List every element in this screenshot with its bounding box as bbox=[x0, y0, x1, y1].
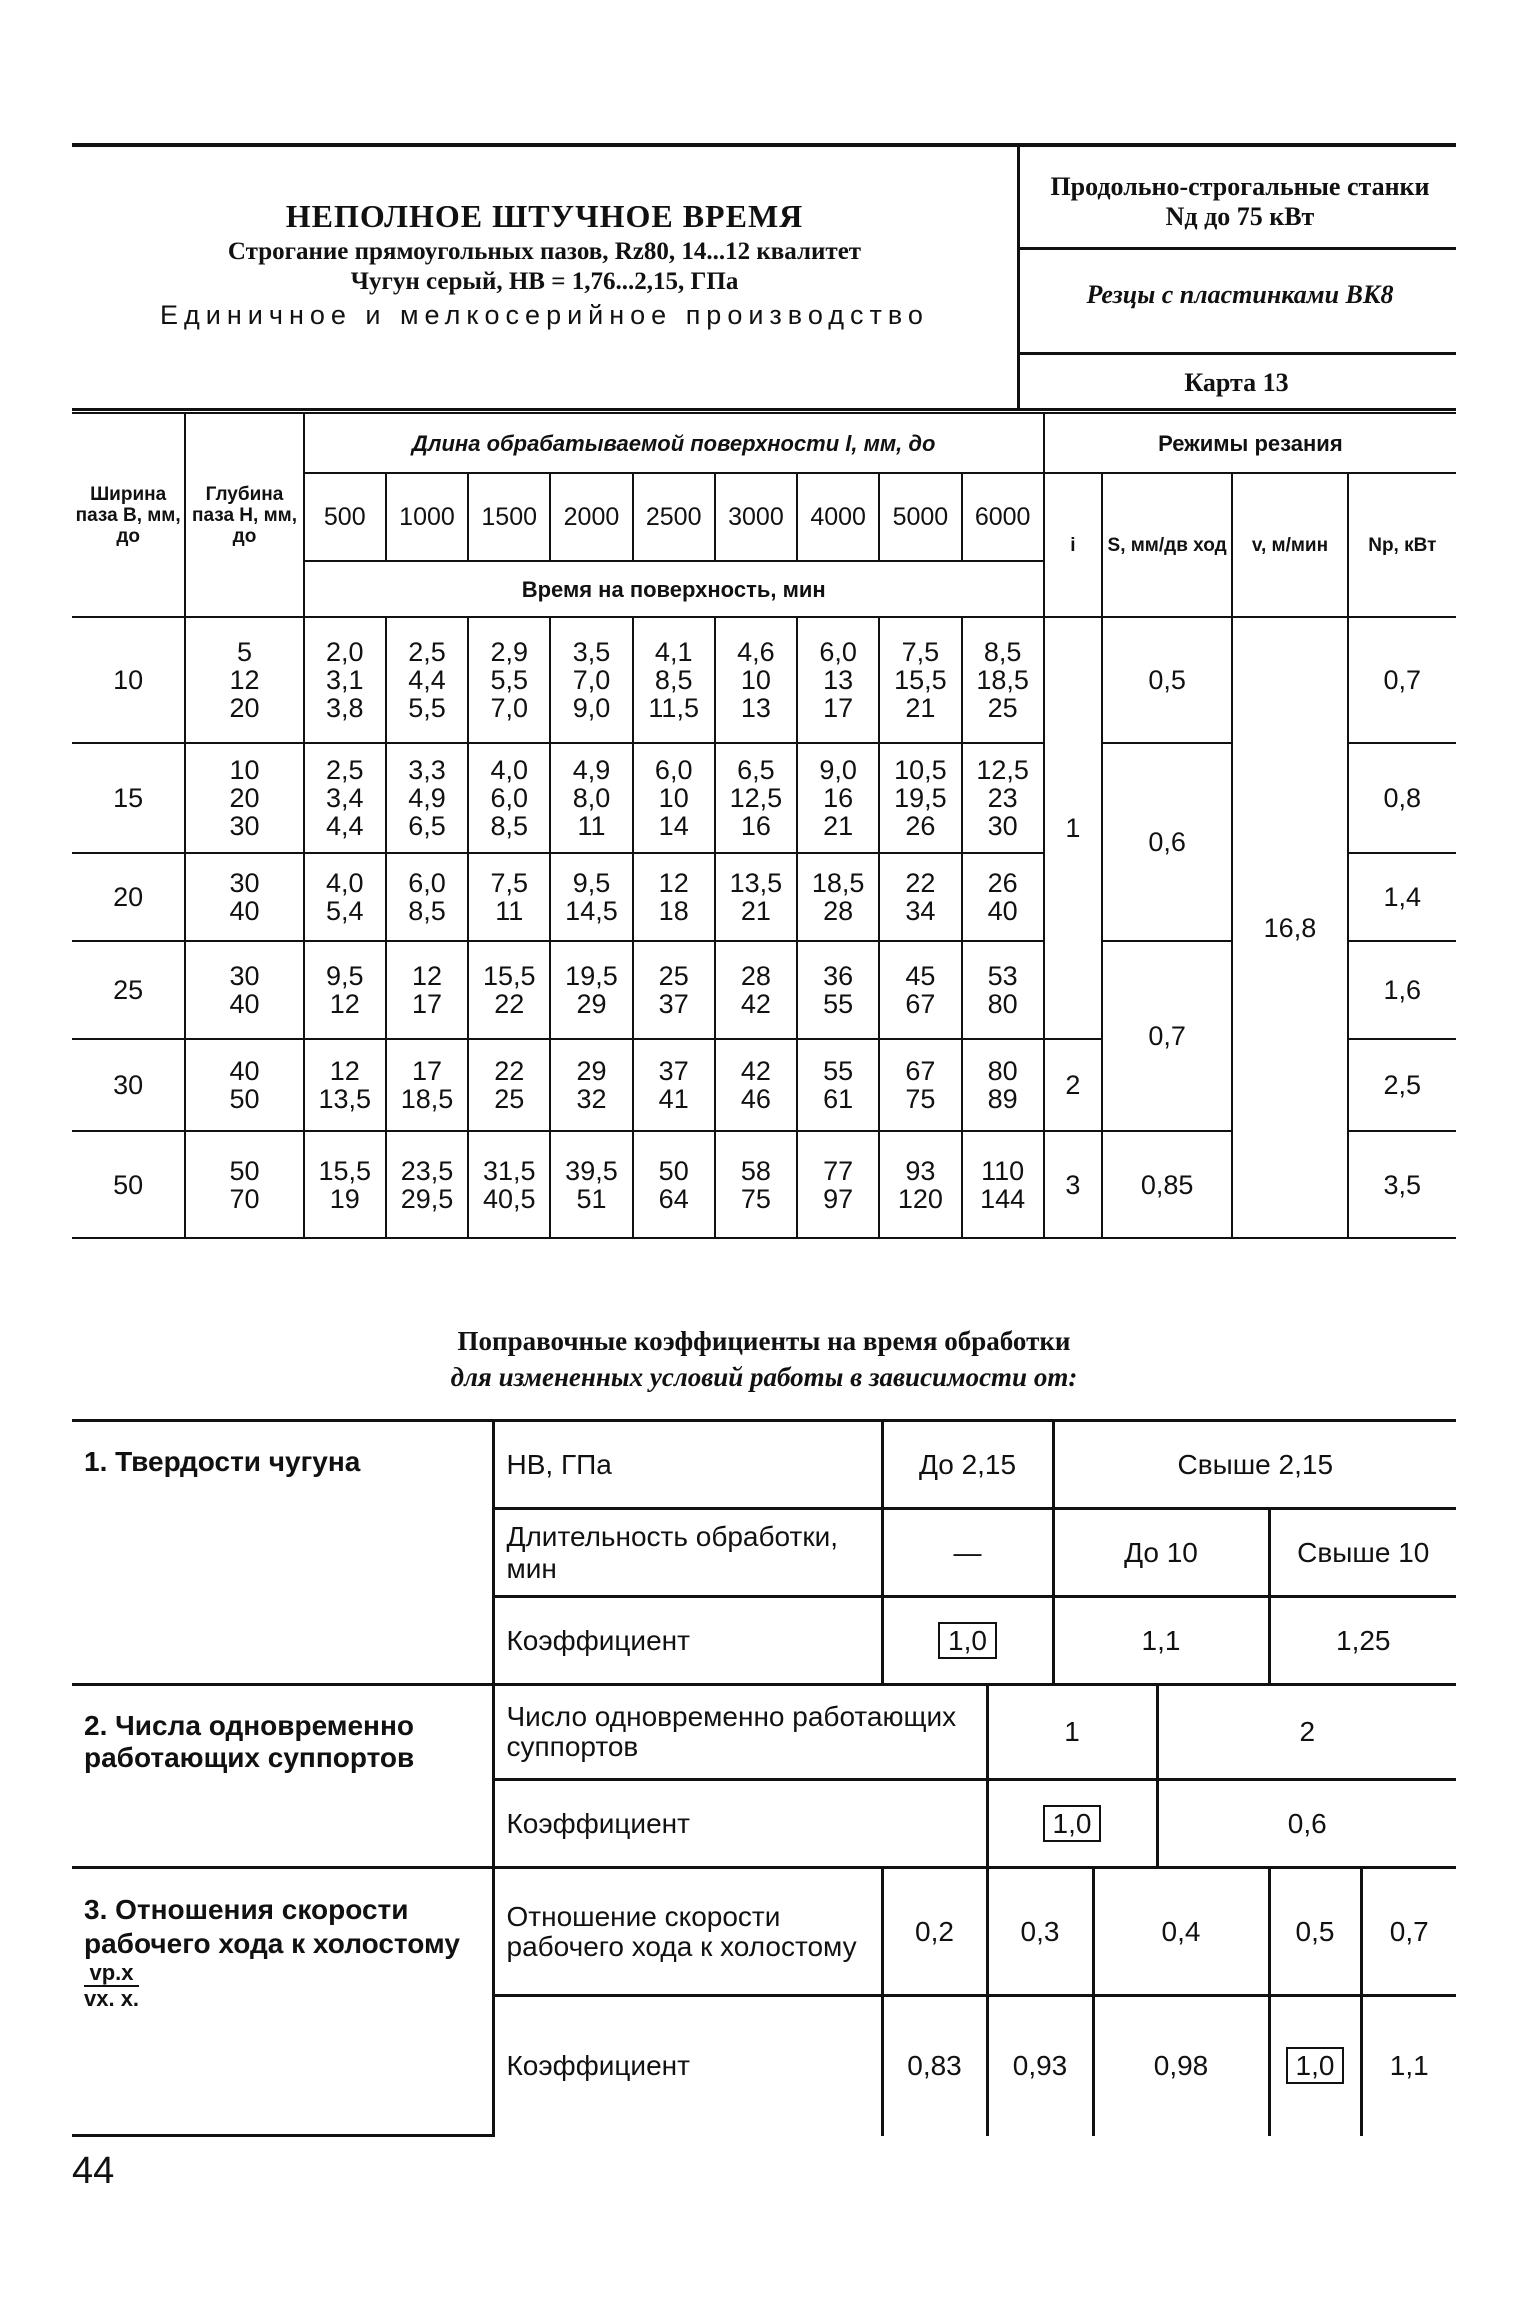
slot-width: 15 bbox=[72, 743, 185, 853]
length-col: 4000 bbox=[797, 473, 879, 561]
passes-value: 2 bbox=[1044, 1039, 1102, 1131]
slot-depth: 40 50 bbox=[185, 1039, 303, 1131]
length-col: 500 bbox=[304, 473, 386, 561]
feed-value: 0,7 bbox=[1102, 941, 1232, 1131]
time-value: 9,5 14,5 bbox=[550, 853, 632, 941]
ratio-value: 0,7 bbox=[1361, 1868, 1456, 1996]
time-value: 12 13,5 bbox=[304, 1039, 386, 1131]
length-col: 1500 bbox=[468, 473, 550, 561]
time-value: 15,5 19 bbox=[304, 1131, 386, 1238]
time-value: 58 75 bbox=[715, 1131, 797, 1238]
time-value: 2,5 3,4 4,4 bbox=[304, 743, 386, 853]
ratio-value: 0,2 bbox=[882, 1868, 987, 1996]
time-value: 22 34 bbox=[879, 853, 961, 941]
page-title: НЕПОЛНОЕ ШТУЧНОЕ ВРЕМЯ bbox=[285, 198, 804, 234]
table-row bbox=[72, 617, 1456, 743]
coefficient-value: 1,1 bbox=[1361, 1996, 1456, 2136]
length-header: Длина обрабатываемой поверхности l, мм, до bbox=[304, 413, 1044, 473]
hb-value-2: Свыше 2,15 bbox=[1053, 1421, 1456, 1509]
time-value: 23,5 29,5 bbox=[386, 1131, 468, 1238]
time-value: 8,5 18,5 25 bbox=[962, 617, 1044, 743]
time-value: 2,5 4,4 5,5 bbox=[386, 617, 468, 743]
time-value: 80 89 bbox=[962, 1039, 1044, 1131]
subtitle-material: Чугун серый, НВ = 1,76...2,15, ГПа bbox=[350, 268, 739, 295]
fraction-denominator: vх. х. bbox=[84, 1986, 140, 2011]
length-col: 2500 bbox=[633, 473, 715, 561]
supports-label: Число одновременно работающих суппортов bbox=[493, 1685, 987, 1780]
duration-value-1: — bbox=[882, 1509, 1053, 1597]
col-v-header: v, м/мин bbox=[1232, 473, 1347, 617]
feed-value: 0,85 bbox=[1102, 1131, 1232, 1238]
time-value: 7,5 11 bbox=[468, 853, 550, 941]
time-value: 42 46 bbox=[715, 1039, 797, 1131]
time-value: 6,0 13 17 bbox=[797, 617, 879, 743]
power-value: 3,5 bbox=[1348, 1131, 1456, 1238]
power-value: 1,4 bbox=[1348, 853, 1456, 941]
coefficient-value: 0,6 bbox=[1157, 1780, 1456, 1868]
time-value: 12,5 23 30 bbox=[962, 743, 1044, 853]
feed-value: 0,5 bbox=[1102, 617, 1232, 743]
power-value: 2,5 bbox=[1348, 1039, 1456, 1131]
section-speed-ratio: 3. Отношения скорости рабочего хода к холостому bbox=[84, 1894, 460, 1959]
time-value: 2,0 3,1 3,8 bbox=[304, 617, 386, 743]
length-col: 1000 bbox=[386, 473, 468, 561]
col-s-header: S, мм/дв ход bbox=[1102, 473, 1232, 617]
col-width-header: Ширина паза В, мм, до bbox=[72, 413, 185, 617]
time-value: 4,0 6,0 8,5 bbox=[468, 743, 550, 853]
power-value: 0,7 bbox=[1348, 617, 1456, 743]
time-value: 4,9 8,0 11 bbox=[550, 743, 632, 853]
ratio-value: 0,5 bbox=[1269, 1868, 1361, 1996]
time-value: 12 18 bbox=[633, 853, 715, 941]
time-value: 37 41 bbox=[633, 1039, 715, 1131]
time-value: 28 42 bbox=[715, 941, 797, 1039]
passes-value: 1 bbox=[1044, 617, 1102, 1039]
coefficient-value: 0,93 bbox=[987, 1996, 1093, 2136]
time-value: 3,5 7,0 9,0 bbox=[550, 617, 632, 743]
duration-value-2: До 10 bbox=[1053, 1509, 1269, 1597]
coefficient-label: Коэффициент bbox=[493, 1996, 882, 2136]
coefficient-value: 0,83 bbox=[882, 1996, 987, 2136]
feed-value: 0,6 bbox=[1102, 743, 1232, 941]
ratio-label: Отношение скорости рабочего хода к холостому bbox=[493, 1868, 882, 1996]
fraction-numerator: vр.х bbox=[84, 1961, 139, 1987]
time-value: 25 37 bbox=[633, 941, 715, 1039]
col-n-header: Np, кВт bbox=[1348, 473, 1456, 617]
time-value: 9,0 16 21 bbox=[797, 743, 879, 853]
col-i-header: i bbox=[1044, 473, 1102, 617]
time-value: 45 67 bbox=[879, 941, 961, 1039]
length-col: 6000 bbox=[962, 473, 1044, 561]
corrections-title: Поправочные коэффициенты на время обработки bbox=[457, 1326, 1071, 1356]
power-value: 0,8 bbox=[1348, 743, 1456, 853]
power-value: 1,6 bbox=[1348, 941, 1456, 1039]
section-hardness: 1. Твердости чугуна bbox=[72, 1421, 493, 1685]
card-number: Карта 13 bbox=[1184, 368, 1289, 397]
time-value: 6,0 8,5 bbox=[386, 853, 468, 941]
slot-depth: 5 12 20 bbox=[185, 617, 303, 743]
coefficient-baseline: 1,0 bbox=[1286, 2047, 1345, 2084]
time-value: 39,5 51 bbox=[550, 1131, 632, 1238]
time-value: 53 80 bbox=[962, 941, 1044, 1039]
time-value: 29 32 bbox=[550, 1039, 632, 1131]
time-value: 13,5 21 bbox=[715, 853, 797, 941]
time-value: 93 120 bbox=[879, 1131, 961, 1238]
slot-width: 20 bbox=[72, 853, 185, 941]
corrections-subtitle: для измененных условий работы в зависимости от: bbox=[450, 1362, 1078, 1392]
hb-label: НВ, ГПа bbox=[493, 1421, 882, 1509]
time-value: 18,5 28 bbox=[797, 853, 879, 941]
time-value: 22 25 bbox=[468, 1039, 550, 1131]
slot-width: 50 bbox=[72, 1131, 185, 1238]
time-value: 50 64 bbox=[633, 1131, 715, 1238]
coefficient-value: 1,1 bbox=[1053, 1597, 1269, 1685]
time-value: 10,5 19,5 26 bbox=[879, 743, 961, 853]
supports-value-2: 2 bbox=[1157, 1685, 1456, 1780]
tool-spec: Резцы с пластинками ВК8 bbox=[1086, 280, 1394, 309]
time-value: 2,9 5,5 7,0 bbox=[468, 617, 550, 743]
slot-depth: 30 40 bbox=[185, 853, 303, 941]
duration-label: Длительность обработки, мин bbox=[493, 1509, 882, 1597]
machine-spec: Продольно-строгальные станки Nд до 75 кВт bbox=[1050, 172, 1430, 231]
section-supports: 2. Числа одновременно работающих суппортов bbox=[72, 1685, 493, 1868]
coefficient-value: 1,25 bbox=[1269, 1597, 1456, 1685]
coefficient-baseline: 1,0 bbox=[1043, 1805, 1102, 1842]
ratio-value: 0,3 bbox=[987, 1868, 1093, 1996]
coefficient-baseline: 1,0 bbox=[938, 1622, 997, 1659]
time-value: 17 18,5 bbox=[386, 1039, 468, 1131]
time-value: 19,5 29 bbox=[550, 941, 632, 1039]
coefficient-label: Коэффициент bbox=[493, 1597, 882, 1685]
slot-width: 10 bbox=[72, 617, 185, 743]
length-col: 5000 bbox=[879, 473, 961, 561]
length-col: 3000 bbox=[715, 473, 797, 561]
time-value: 6,5 12,5 16 bbox=[715, 743, 797, 853]
time-value: 9,5 12 bbox=[304, 941, 386, 1039]
time-value: 55 61 bbox=[797, 1039, 879, 1131]
slot-depth: 50 70 bbox=[185, 1131, 303, 1238]
slot-width: 25 bbox=[72, 941, 185, 1039]
time-value: 4,6 10 13 bbox=[715, 617, 797, 743]
coefficient-value: 0,98 bbox=[1093, 1996, 1269, 2136]
time-table bbox=[72, 412, 1456, 1239]
time-value: 4,0 5,4 bbox=[304, 853, 386, 941]
time-value: 36 55 bbox=[797, 941, 879, 1039]
time-header: Время на поверхность, мин bbox=[304, 561, 1044, 617]
slot-depth: 30 40 bbox=[185, 941, 303, 1039]
hb-value-1: До 2,15 bbox=[882, 1421, 1053, 1509]
time-value: 15,5 22 bbox=[468, 941, 550, 1039]
corrections-table bbox=[72, 1419, 1456, 2137]
time-value: 26 40 bbox=[962, 853, 1044, 941]
time-value: 3,3 4,9 6,5 bbox=[386, 743, 468, 853]
slot-width: 30 bbox=[72, 1039, 185, 1131]
time-value: 12 17 bbox=[386, 941, 468, 1039]
time-value: 7,5 15,5 21 bbox=[879, 617, 961, 743]
speed-ratio-fraction bbox=[84, 1961, 139, 2011]
subtitle-operation: Строгание прямоугольных пазов, Rz80, 14...12 квалитет bbox=[227, 238, 862, 265]
duration-value-3: Свыше 10 bbox=[1269, 1509, 1456, 1597]
length-col: 2000 bbox=[550, 473, 632, 561]
page-number: 44 bbox=[72, 2150, 115, 2192]
ratio-value: 0,4 bbox=[1093, 1868, 1269, 1996]
passes-value: 3 bbox=[1044, 1131, 1102, 1238]
time-value: 77 97 bbox=[797, 1131, 879, 1238]
speed-value: 16,8 bbox=[1232, 617, 1347, 1238]
time-value: 110 144 bbox=[962, 1131, 1044, 1238]
col-depth-header: Глубина паза Н, мм, до bbox=[185, 413, 303, 617]
subtitle-production: Единичное и мелкосерийное производство bbox=[160, 300, 929, 330]
supports-value-1: 1 bbox=[987, 1685, 1157, 1780]
time-value: 4,1 8,5 11,5 bbox=[633, 617, 715, 743]
time-value: 67 75 bbox=[879, 1039, 961, 1131]
modes-header: Режимы резания bbox=[1044, 413, 1456, 473]
time-value: 6,0 10 14 bbox=[633, 743, 715, 853]
time-value: 31,5 40,5 bbox=[468, 1131, 550, 1238]
coefficient-label: Коэффициент bbox=[493, 1780, 987, 1868]
slot-depth: 10 20 30 bbox=[185, 743, 303, 853]
